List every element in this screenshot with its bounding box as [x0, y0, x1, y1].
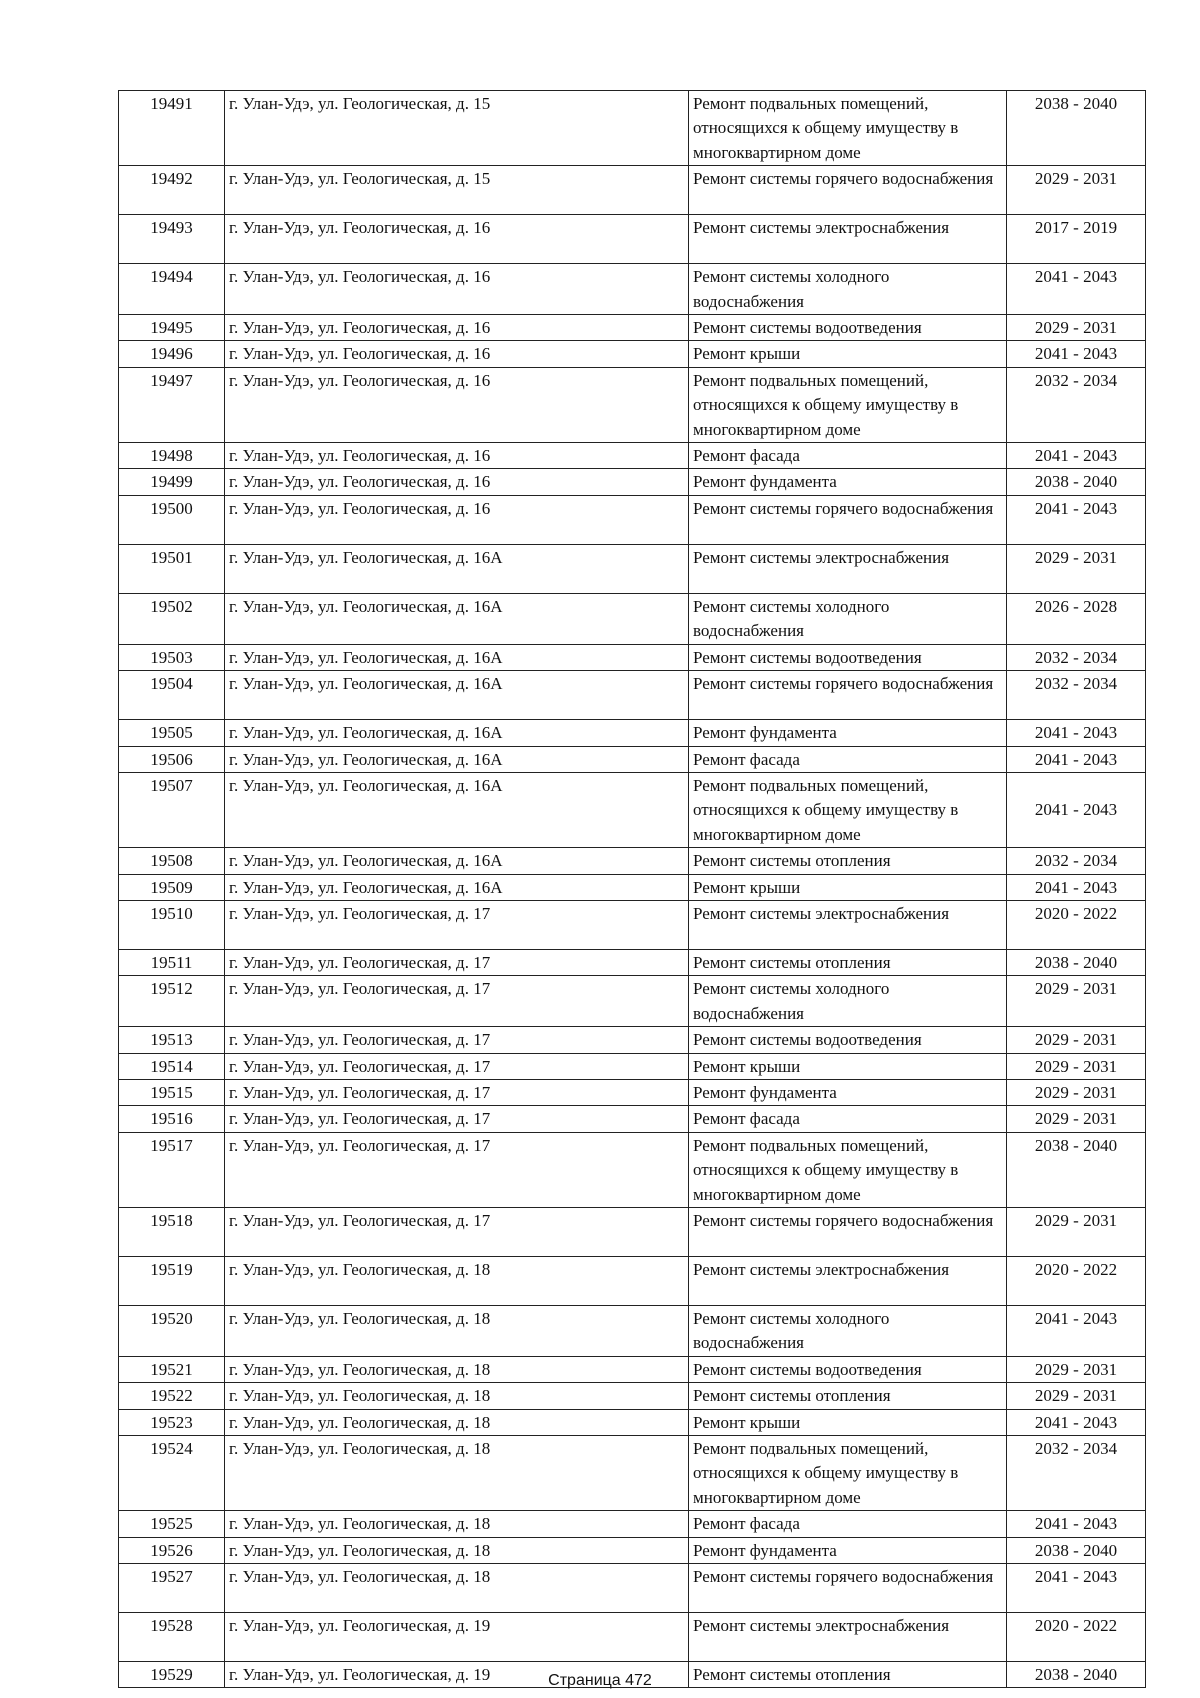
table-row [119, 1383, 1146, 1409]
row-number-cell: 19497 [119, 367, 225, 442]
period-cell: 2029 - 2031 [1007, 1027, 1146, 1053]
table-row [119, 644, 1146, 670]
row-number-cell: 19517 [119, 1132, 225, 1207]
work-type-cell: Ремонт подвальных помещений, относящихся к общему имуществу в многоквартирном доме [689, 772, 1007, 847]
work-type-cell: Ремонт системы электроснабжения [689, 544, 1007, 593]
address-cell: г. Улан-Удэ, ул. Геологическая, д. 16А [225, 644, 689, 670]
row-number-cell: 19503 [119, 644, 225, 670]
table-row [119, 1208, 1146, 1257]
row-number-cell: 19526 [119, 1537, 225, 1563]
address-cell: г. Улан-Удэ, ул. Геологическая, д. 17 [225, 976, 689, 1027]
period-cell: 2026 - 2028 [1007, 593, 1146, 644]
address-cell: г. Улан-Удэ, ул. Геологическая, д. 16А [225, 848, 689, 874]
work-type-cell: Ремонт крыши [689, 874, 1007, 900]
work-type-cell: Ремонт подвальных помещений, относящихся к общему имуществу в многоквартирном доме [689, 1436, 1007, 1511]
work-type-cell: Ремонт фундамента [689, 469, 1007, 495]
period-cell: 2041 - 2043 [1007, 264, 1146, 315]
period-cell: 2029 - 2031 [1007, 544, 1146, 593]
table-row [119, 1409, 1146, 1435]
table-row [119, 215, 1146, 264]
period-cell: 2038 - 2040 [1007, 1132, 1146, 1207]
table-row [119, 949, 1146, 975]
address-cell: г. Улан-Удэ, ул. Геологическая, д. 16 [225, 215, 689, 264]
table-row [119, 1436, 1146, 1511]
row-number-cell: 19500 [119, 495, 225, 544]
address-cell: г. Улан-Удэ, ул. Геологическая, д. 15 [225, 166, 689, 215]
work-type-cell: Ремонт системы водоотведения [689, 1356, 1007, 1382]
row-number-cell: 19505 [119, 720, 225, 746]
address-cell: г. Улан-Удэ, ул. Геологическая, д. 18 [225, 1383, 689, 1409]
work-type-cell: Ремонт системы водоотведения [689, 644, 1007, 670]
table-row [119, 367, 1146, 442]
work-type-cell: Ремонт системы горячего водоснабжения [689, 671, 1007, 720]
address-cell: г. Улан-Удэ, ул. Геологическая, д. 16 [225, 264, 689, 315]
address-cell: г. Улан-Удэ, ул. Геологическая, д. 18 [225, 1511, 689, 1537]
table-row [119, 874, 1146, 900]
table-row [119, 315, 1146, 341]
period-cell: 2041 - 2043 [1007, 720, 1146, 746]
table-row [119, 1564, 1146, 1613]
address-cell: г. Улан-Удэ, ул. Геологическая, д. 17 [225, 1027, 689, 1053]
work-type-cell: Ремонт системы отопления [689, 949, 1007, 975]
row-number-cell: 19508 [119, 848, 225, 874]
work-type-cell: Ремонт системы отопления [689, 848, 1007, 874]
address-cell: г. Улан-Удэ, ул. Геологическая, д. 18 [225, 1564, 689, 1613]
address-cell: г. Улан-Удэ, ул. Геологическая, д. 16 [225, 341, 689, 367]
address-cell: г. Улан-Удэ, ул. Геологическая, д. 17 [225, 1132, 689, 1207]
address-cell: г. Улан-Удэ, ул. Геологическая, д. 17 [225, 1208, 689, 1257]
table-row [119, 1511, 1146, 1537]
row-number-cell: 19499 [119, 469, 225, 495]
table-row [119, 91, 1146, 166]
period-cell: 2038 - 2040 [1007, 1662, 1146, 1688]
period-cell: 2029 - 2031 [1007, 1356, 1146, 1382]
period-cell: 2032 - 2034 [1007, 644, 1146, 670]
period-cell: 2041 - 2043 [1007, 1409, 1146, 1435]
work-type-cell: Ремонт крыши [689, 341, 1007, 367]
work-type-cell: Ремонт системы горячего водоснабжения [689, 1208, 1007, 1257]
table-row [119, 1079, 1146, 1105]
table-row [119, 848, 1146, 874]
address-cell: г. Улан-Удэ, ул. Геологическая, д. 16 [225, 495, 689, 544]
row-number-cell: 19523 [119, 1409, 225, 1435]
address-cell: г. Улан-Удэ, ул. Геологическая, д. 17 [225, 1053, 689, 1079]
work-type-cell: Ремонт крыши [689, 1053, 1007, 1079]
work-type-cell: Ремонт системы электроснабжения [689, 1257, 1007, 1306]
table-row [119, 1053, 1146, 1079]
period-cell: 2017 - 2019 [1007, 215, 1146, 264]
row-number-cell: 19492 [119, 166, 225, 215]
table-row [119, 1132, 1146, 1207]
period-cell: 2041 - 2043 [1007, 1564, 1146, 1613]
address-cell: г. Улан-Удэ, ул. Геологическая, д. 19 [225, 1613, 689, 1662]
table-row [119, 1613, 1146, 1662]
row-number-cell: 19521 [119, 1356, 225, 1382]
row-number-cell: 19522 [119, 1383, 225, 1409]
table-row [119, 264, 1146, 315]
work-type-cell: Ремонт системы водоотведения [689, 315, 1007, 341]
work-type-cell: Ремонт фундамента [689, 1537, 1007, 1563]
work-type-cell: Ремонт фундамента [689, 1079, 1007, 1105]
table-row [119, 1306, 1146, 1357]
work-type-cell: Ремонт системы горячего водоснабжения [689, 1564, 1007, 1613]
work-type-cell: Ремонт системы горячего водоснабжения [689, 495, 1007, 544]
row-number-cell: 19510 [119, 900, 225, 949]
row-number-cell: 19528 [119, 1613, 225, 1662]
period-cell: 2041 - 2043 [1007, 443, 1146, 469]
table-row [119, 1106, 1146, 1132]
period-cell: 2029 - 2031 [1007, 1079, 1146, 1105]
period-cell: 2041 - 2043 [1007, 1511, 1146, 1537]
address-cell: г. Улан-Удэ, ул. Геологическая, д. 18 [225, 1257, 689, 1306]
period-cell: 2041 - 2043 [1007, 746, 1146, 772]
row-number-cell: 19524 [119, 1436, 225, 1511]
period-cell: 2029 - 2031 [1007, 315, 1146, 341]
address-cell: г. Улан-Удэ, ул. Геологическая, д. 17 [225, 900, 689, 949]
row-number-cell: 19504 [119, 671, 225, 720]
period-cell: 2029 - 2031 [1007, 1383, 1146, 1409]
address-cell: г. Улан-Удэ, ул. Геологическая, д. 18 [225, 1537, 689, 1563]
address-cell: г. Улан-Удэ, ул. Геологическая, д. 18 [225, 1356, 689, 1382]
period-cell: 2032 - 2034 [1007, 848, 1146, 874]
work-type-cell: Ремонт системы отопления [689, 1383, 1007, 1409]
period-cell: 2041 - 2043 [1007, 495, 1146, 544]
table-body [119, 91, 1146, 1688]
row-number-cell: 19496 [119, 341, 225, 367]
row-number-cell: 19513 [119, 1027, 225, 1053]
period-cell: 2029 - 2031 [1007, 166, 1146, 215]
work-type-cell: Ремонт системы водоотведения [689, 1027, 1007, 1053]
period-cell: 2038 - 2040 [1007, 91, 1146, 166]
table-row [119, 976, 1146, 1027]
row-number-cell: 19501 [119, 544, 225, 593]
work-type-cell: Ремонт системы электроснабжения [689, 900, 1007, 949]
address-cell: г. Улан-Удэ, ул. Геологическая, д. 16 [225, 469, 689, 495]
table-row [119, 772, 1146, 847]
row-number-cell: 19529 [119, 1662, 225, 1688]
period-cell: 2029 - 2031 [1007, 976, 1146, 1027]
work-type-cell: Ремонт фундамента [689, 720, 1007, 746]
work-type-cell: Ремонт подвальных помещений, относящихся к общему имуществу в многоквартирном доме [689, 91, 1007, 166]
period-cell: 2041 - 2043 [1007, 1306, 1146, 1357]
table-row [119, 720, 1146, 746]
table-row [119, 544, 1146, 593]
table-row [119, 1537, 1146, 1563]
address-cell: г. Улан-Удэ, ул. Геологическая, д. 16 [225, 443, 689, 469]
row-number-cell: 19507 [119, 772, 225, 847]
row-number-cell: 19494 [119, 264, 225, 315]
period-cell: 2041 - 2043 [1007, 874, 1146, 900]
work-type-cell: Ремонт фасада [689, 746, 1007, 772]
row-number-cell: 19498 [119, 443, 225, 469]
period-cell: 2032 - 2034 [1007, 1436, 1146, 1511]
page-footer [0, 1672, 1200, 1690]
table-row [119, 746, 1146, 772]
address-cell: г. Улан-Удэ, ул. Геологическая, д. 17 [225, 1106, 689, 1132]
period-cell: 2038 - 2040 [1007, 949, 1146, 975]
period-cell: 2032 - 2034 [1007, 671, 1146, 720]
period-cell: 2038 - 2040 [1007, 469, 1146, 495]
address-cell: г. Улан-Удэ, ул. Геологическая, д. 16А [225, 746, 689, 772]
table-row [119, 469, 1146, 495]
work-type-cell: Ремонт системы горячего водоснабжения [689, 166, 1007, 215]
row-number-cell: 19493 [119, 215, 225, 264]
address-cell: г. Улан-Удэ, ул. Геологическая, д. 18 [225, 1436, 689, 1511]
address-cell: г. Улан-Удэ, ул. Геологическая, д. 16А [225, 593, 689, 644]
work-type-cell: Ремонт фасада [689, 443, 1007, 469]
work-type-cell: Ремонт фасада [689, 1511, 1007, 1537]
address-cell: г. Улан-Удэ, ул. Геологическая, д. 16А [225, 874, 689, 900]
row-number-cell: 19495 [119, 315, 225, 341]
work-type-cell: Ремонт фасада [689, 1106, 1007, 1132]
period-cell: 2041 - 2043 [1007, 341, 1146, 367]
row-number-cell: 19520 [119, 1306, 225, 1357]
work-type-cell: Ремонт крыши [689, 1409, 1007, 1435]
row-number-cell: 19519 [119, 1257, 225, 1306]
work-type-cell: Ремонт системы холодного водоснабжения [689, 264, 1007, 315]
period-cell: 2029 - 2031 [1007, 1053, 1146, 1079]
address-cell: г. Улан-Удэ, ул. Геологическая, д. 17 [225, 1079, 689, 1105]
table-row [119, 1356, 1146, 1382]
period-cell: 2029 - 2031 [1007, 1106, 1146, 1132]
period-cell: 2041 - 2043 [1007, 772, 1146, 847]
table-row [119, 1257, 1146, 1306]
table-row [119, 166, 1146, 215]
table-row [119, 341, 1146, 367]
row-number-cell: 19518 [119, 1208, 225, 1257]
period-cell: 2020 - 2022 [1007, 1613, 1146, 1662]
period-cell: 2029 - 2031 [1007, 1208, 1146, 1257]
row-number-cell: 19506 [119, 746, 225, 772]
address-cell: г. Улан-Удэ, ул. Геологическая, д. 19 [225, 1662, 689, 1688]
row-number-cell: 19502 [119, 593, 225, 644]
row-number-cell: 19491 [119, 91, 225, 166]
table-row [119, 1027, 1146, 1053]
address-cell: г. Улан-Удэ, ул. Геологическая, д. 18 [225, 1306, 689, 1357]
address-cell: г. Улан-Удэ, ул. Геологическая, д. 16 [225, 315, 689, 341]
row-number-cell: 19512 [119, 976, 225, 1027]
address-cell: г. Улан-Удэ, ул. Геологическая, д. 16А [225, 772, 689, 847]
row-number-cell: 19515 [119, 1079, 225, 1105]
address-cell: г. Улан-Удэ, ул. Геологическая, д. 18 [225, 1409, 689, 1435]
address-cell: г. Улан-Удэ, ул. Геологическая, д. 16 [225, 367, 689, 442]
address-cell: г. Улан-Удэ, ул. Геологическая, д. 16А [225, 544, 689, 593]
address-cell: г. Улан-Удэ, ул. Геологическая, д. 16А [225, 671, 689, 720]
period-cell: 2020 - 2022 [1007, 900, 1146, 949]
row-number-cell: 19514 [119, 1053, 225, 1079]
period-cell: 2038 - 2040 [1007, 1537, 1146, 1563]
row-number-cell: 19527 [119, 1564, 225, 1613]
work-type-cell: Ремонт подвальных помещений, относящихся к общему имуществу в многоквартирном доме [689, 367, 1007, 442]
work-type-cell: Ремонт системы отопления [689, 1662, 1007, 1688]
table-row [119, 900, 1146, 949]
work-type-cell: Ремонт системы холодного водоснабжения [689, 1306, 1007, 1357]
row-number-cell: 19511 [119, 949, 225, 975]
period-cell: 2032 - 2034 [1007, 367, 1146, 442]
capital-repair-table [118, 90, 1146, 1688]
work-type-cell: Ремонт системы электроснабжения [689, 215, 1007, 264]
period-cell: 2020 - 2022 [1007, 1257, 1146, 1306]
table-row [119, 443, 1146, 469]
address-cell: г. Улан-Удэ, ул. Геологическая, д. 17 [225, 949, 689, 975]
address-cell: г. Улан-Удэ, ул. Геологическая, д. 16А [225, 720, 689, 746]
table-row [119, 593, 1146, 644]
address-cell: г. Улан-Удэ, ул. Геологическая, д. 15 [225, 91, 689, 166]
row-number-cell: 19525 [119, 1511, 225, 1537]
work-type-cell: Ремонт системы электроснабжения [689, 1613, 1007, 1662]
row-number-cell: 19516 [119, 1106, 225, 1132]
table-row [119, 495, 1146, 544]
page-number: Страница 472 [548, 1672, 652, 1689]
work-type-cell: Ремонт системы холодного водоснабжения [689, 593, 1007, 644]
table-row [119, 671, 1146, 720]
work-type-cell: Ремонт системы холодного водоснабжения [689, 976, 1007, 1027]
work-type-cell: Ремонт подвальных помещений, относящихся к общему имуществу в многоквартирном доме [689, 1132, 1007, 1207]
row-number-cell: 19509 [119, 874, 225, 900]
